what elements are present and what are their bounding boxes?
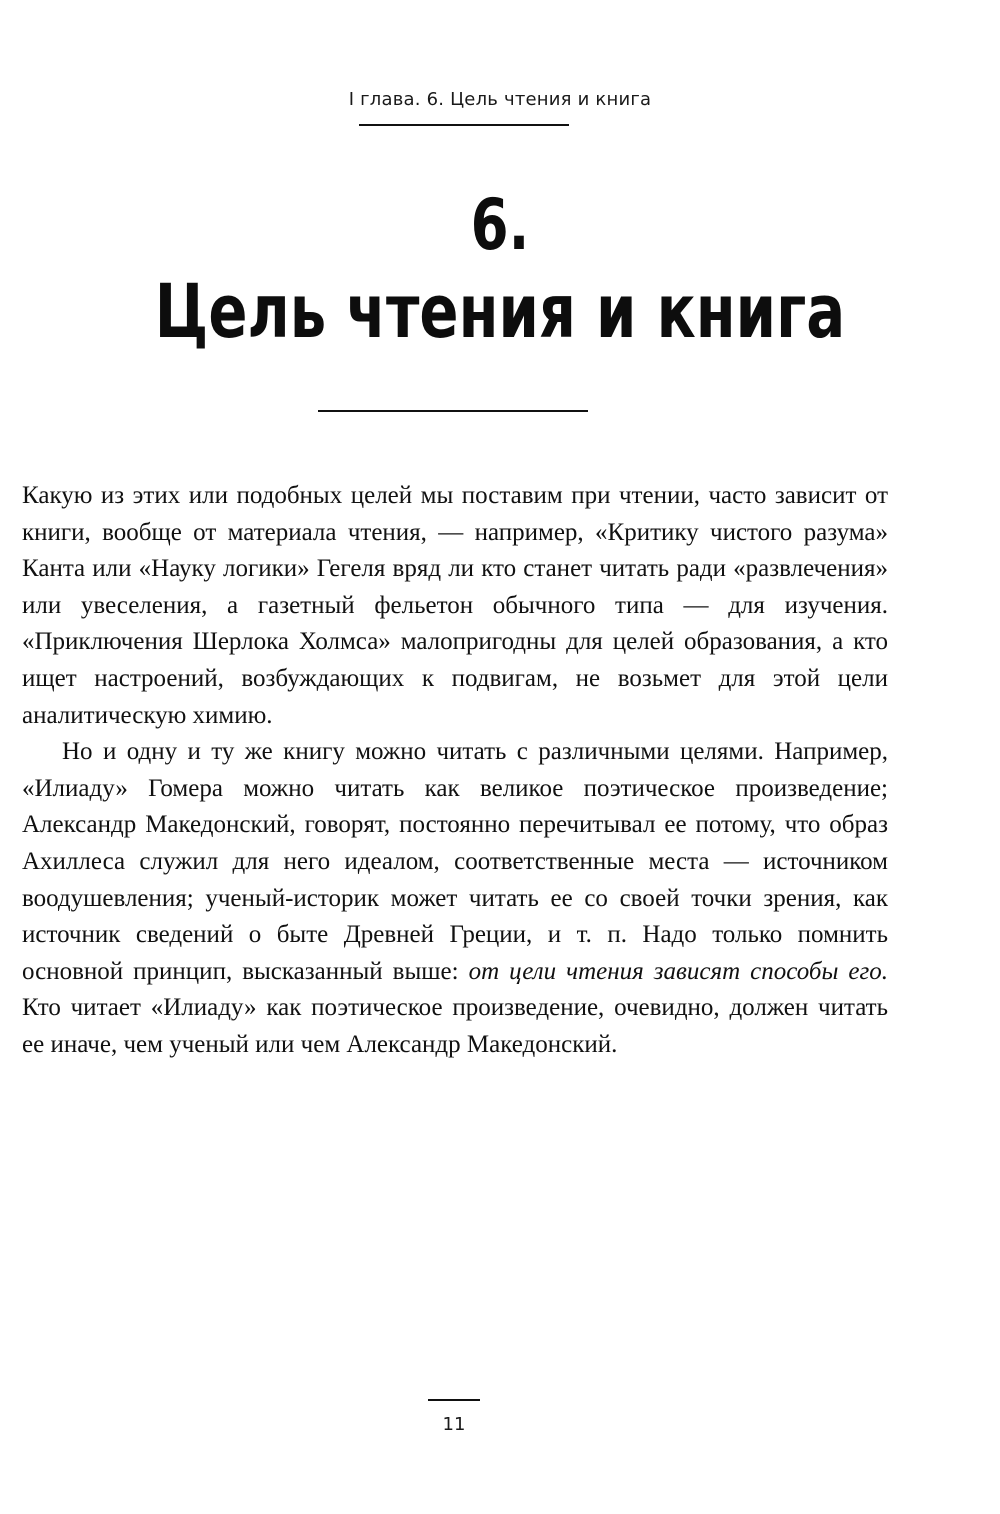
page-number: 11 — [442, 1414, 466, 1435]
paragraph-2-text-end: Кто читает «Илиаду» как поэтическое произведение, очевидно, должен читать ее иначе, чем ученый или чем Александр Македонский. — [22, 994, 888, 1058]
paragraph-2 — [22, 734, 888, 1063]
title-rule — [318, 410, 588, 412]
running-head: I глава. 6. Цель чтения и книга — [348, 89, 652, 110]
page-number-rule — [428, 1399, 480, 1401]
running-head-rule — [359, 124, 569, 126]
paragraph-1: Какую из этих или подобных целей мы поставим при чтении, часто зависит от книги, вообще от материала чтения, — например, «Критику чистого разума» Канта или «Науку логики» Гегеля вряд ли кто станет читать ради «развлечения» или увеселения, а газетный фельетон обычного типа — для изучения. «Приключения Шерлока Холмса» малопригодны для целей образования, а кто ищет настроений, возбуждающих к подвигам, не возьмет для этой цели аналитическую химию. — [22, 482, 888, 729]
chapter-number: 6. — [470, 184, 530, 266]
paragraph-2-text-start: Но и одну и ту же книгу можно читать с различными целями. Например, «Илиаду» Гомера можно читать как великое поэтическое произведение; Александр Македонский, говорят, постоянно перечитывал ее потому, что образ Ахиллеса служил для него идеалом, соответственные места — источником воодушевления; ученый-историк может читать ее со своей точки зрения, как источник сведений о быте Древней Греции, и т. п. Надо только помнить основной принцип, высказанный выше: — [22, 738, 888, 985]
paragraph-2-emphasis: от цели чтения зависят способы его. — [468, 957, 888, 985]
body-text — [22, 478, 888, 1064]
chapter-title: Цель чтения и книга — [154, 269, 846, 355]
